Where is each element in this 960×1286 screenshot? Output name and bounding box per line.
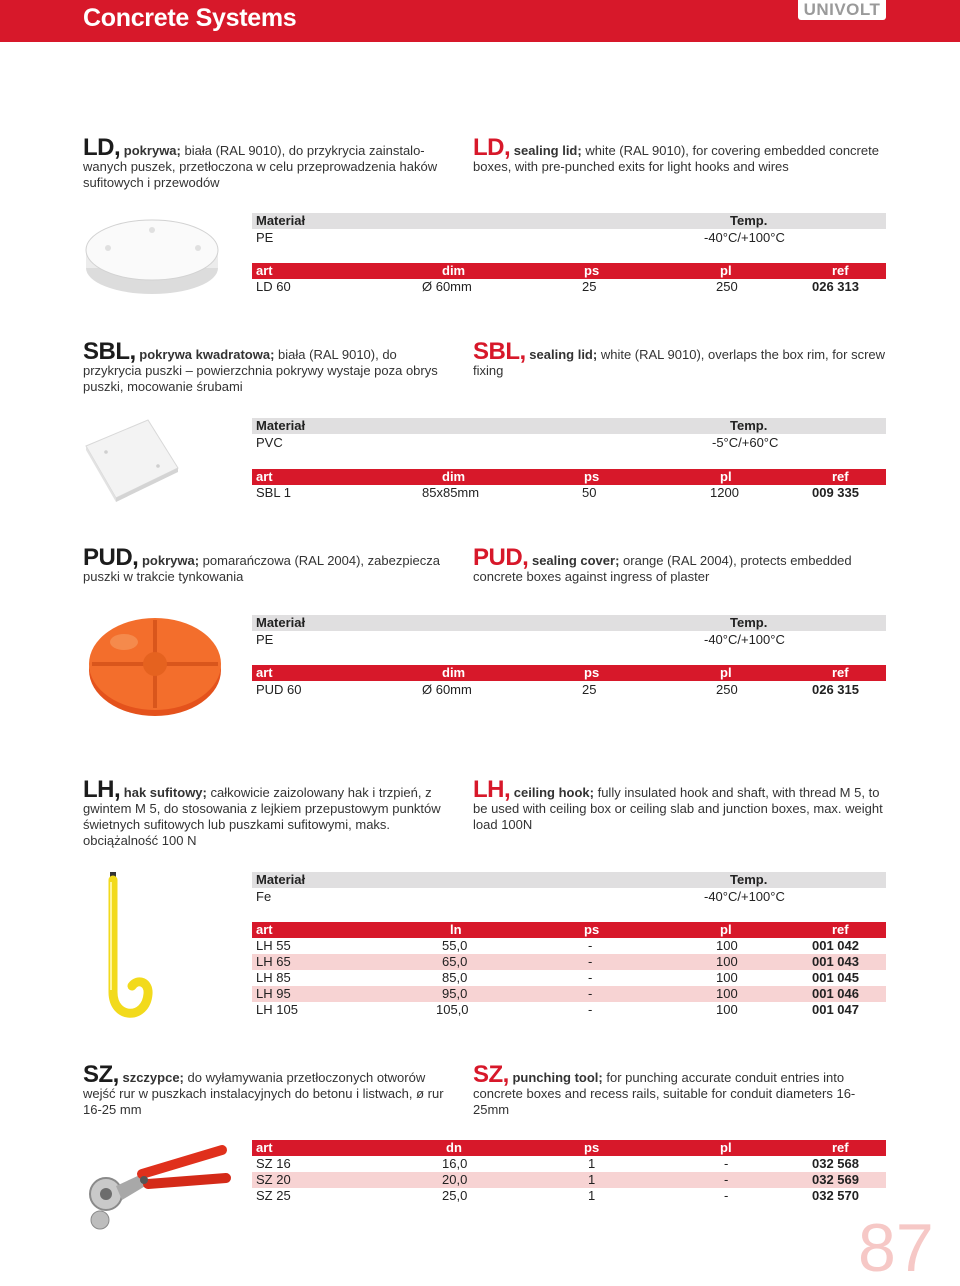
brand-logo [798, 0, 886, 20]
cell-art: LH 65 [256, 954, 291, 969]
col-ref: ref [832, 665, 849, 680]
cell-dn: 25,0 [442, 1188, 468, 1203]
col-art: art [256, 922, 273, 937]
product-code: SBL, [83, 338, 136, 365]
col-ps: ps [584, 922, 600, 937]
cell-pl: 100 [716, 986, 738, 1001]
cell-pl: 100 [716, 970, 738, 985]
cell-art: LH 85 [256, 970, 291, 985]
table-header [252, 1140, 886, 1156]
cell-ln: 55,0 [442, 938, 468, 953]
material-header: Materiał [256, 418, 306, 433]
material-row [252, 230, 886, 246]
desc-label: sealing lid; [529, 347, 598, 362]
cell-ps: 1 [588, 1156, 596, 1171]
product-code: SZ, [83, 1061, 119, 1088]
material-row [252, 435, 886, 451]
table-row [252, 970, 886, 986]
cell-ref: 032 568 [812, 1156, 859, 1171]
cell-art: LH 105 [256, 1002, 298, 1017]
material-header: Materiał [256, 872, 306, 887]
cell-pl: - [724, 1188, 729, 1203]
desc-text: pomarańczowa (RAL 2004), zabezpiecza puszki w trakcie tynkowania [83, 553, 440, 584]
material-value: PVC [256, 435, 283, 450]
col-ps: ps [584, 263, 600, 278]
col-ps: ps [584, 1140, 600, 1155]
desc-label: szczypce; [122, 1070, 184, 1085]
cell-ps: - [588, 986, 593, 1001]
cell-ref: 032 570 [812, 1188, 859, 1203]
cell-ln: 85,0 [442, 970, 468, 985]
cell-ref: 001 042 [812, 938, 859, 953]
desc-pl [83, 776, 455, 849]
table-header [252, 469, 886, 485]
cell-ln: 95,0 [442, 986, 468, 1001]
table-row [252, 954, 886, 970]
pud-cover-image [84, 608, 226, 720]
temp-value: -40°C/+100°C [704, 632, 785, 647]
desc-text: fully insulated hook and shaft, with thread M 5, to be used with ceiling box or ceiling slab and junction boxes, max. weight load 100N [473, 785, 883, 832]
col-ps: ps [584, 469, 600, 484]
cell-art: SZ 20 [256, 1172, 291, 1187]
col-dim: dim [442, 263, 466, 278]
cell-dim: Ø 60mm [422, 279, 472, 294]
table-row [252, 986, 886, 1002]
desc-pl [83, 338, 455, 395]
page-title: Concrete Systems [83, 4, 297, 32]
temp-value: -40°C/+100°C [704, 889, 785, 904]
cell-pl: 100 [716, 1002, 738, 1017]
col-ps: ps [584, 665, 600, 680]
desc-text: biała (RAL 9010), do przykrycia zainstalowanych puszek, przetłoczona w celu przeprowadzenia haków sufitowych i przewodów [83, 143, 438, 190]
temp-header: Temp. [730, 418, 768, 433]
col-art: art [256, 1140, 273, 1155]
material-bar [252, 213, 886, 229]
table-row [252, 1172, 886, 1188]
cell-ps: 1 [588, 1172, 596, 1187]
cell-ref: 001 046 [812, 986, 859, 1001]
desc-text: white (RAL 9010), overlaps the box rim, for screw fixing [473, 347, 886, 378]
cell-art: SBL 1 [256, 485, 291, 500]
desc-text: biała (RAL 9010), do przykrycia puszki – powierzchnia pokrywy wystaje poza obrys puszki, mocowanie śrubami [83, 347, 438, 394]
desc-en [473, 1061, 885, 1118]
product-code: LD, [473, 134, 511, 161]
col-pl: pl [720, 263, 732, 278]
product-code: PUD, [473, 544, 529, 571]
desc-text: do wyłamywania przetłoczonych otworów wejść rur w puszkach instalacyjnych do betonu i listwach, ø rur 16-25 mm [83, 1070, 444, 1117]
cell-dn: 16,0 [442, 1156, 468, 1171]
desc-label: sealing cover; [531, 553, 620, 568]
material-bar [252, 418, 886, 434]
temp-header: Temp. [730, 872, 768, 887]
cell-pl: 250 [716, 682, 738, 697]
product-code: LH, [473, 776, 511, 803]
cell-art: SZ 25 [256, 1188, 291, 1203]
desc-label: hak sufitowy; [123, 785, 207, 800]
col-dim: dim [442, 665, 466, 680]
desc-en [473, 544, 885, 585]
ld-lid-image [82, 210, 222, 300]
desc-label: pokrywa kwadratowa; [139, 347, 275, 362]
material-header: Materiał [256, 213, 306, 228]
cell-ref: 001 045 [812, 970, 859, 985]
cell-ref: 026 315 [812, 682, 859, 697]
cell-pl: 100 [716, 954, 738, 969]
cell-art: LD 60 [256, 279, 291, 294]
desc-pl [83, 1061, 455, 1118]
table-row [252, 485, 886, 501]
cell-art: LH 95 [256, 986, 291, 1001]
cell-art: SZ 16 [256, 1156, 291, 1171]
desc-en [473, 776, 888, 833]
table-row [252, 279, 886, 295]
table-row [252, 1156, 886, 1172]
col-ref: ref [832, 1140, 849, 1155]
col-pl: pl [720, 922, 732, 937]
sz-pliers-image [82, 1138, 232, 1238]
col-dn: dn [446, 1140, 462, 1155]
cell-ref: 001 047 [812, 1002, 859, 1017]
desc-text: white (RAL 9010), for covering embedded concrete boxes, with pre-punched exits for light hooks and wires [473, 143, 879, 174]
temp-header: Temp. [730, 213, 768, 228]
cell-dn: 20,0 [442, 1172, 468, 1187]
table-header [252, 263, 886, 279]
temp-header: Temp. [730, 615, 768, 630]
desc-pl [83, 544, 463, 585]
table-header [252, 922, 886, 938]
cell-ps: 25 [582, 279, 597, 294]
product-code: PUD, [83, 544, 139, 571]
product-code: LD, [83, 134, 121, 161]
desc-en [473, 338, 886, 379]
cell-ps: 25 [582, 682, 597, 697]
cell-pl: 100 [716, 938, 738, 953]
table-row [252, 938, 886, 954]
cell-ps: - [588, 938, 593, 953]
col-pl: pl [720, 469, 732, 484]
cell-pl: - [724, 1156, 729, 1171]
col-ln: ln [450, 922, 462, 937]
cell-ln: 105,0 [436, 1002, 469, 1017]
page-number: 87 [858, 1210, 934, 1286]
material-row [252, 632, 886, 648]
desc-label: pokrywa; [141, 553, 200, 568]
desc-en [473, 134, 885, 175]
col-pl: pl [720, 1140, 732, 1155]
sbl-lid-image [82, 412, 182, 504]
cell-ref: 026 313 [812, 279, 859, 294]
cell-art: PUD 60 [256, 682, 302, 697]
col-ref: ref [832, 263, 849, 278]
col-pl: pl [720, 665, 732, 680]
lh-hook-image [86, 870, 176, 1032]
desc-label: ceiling hook; [513, 785, 594, 800]
material-value: PE [256, 632, 274, 647]
page-header [0, 0, 960, 42]
cell-dim: Ø 60mm [422, 682, 472, 697]
col-dim: dim [442, 469, 466, 484]
desc-text: orange (RAL 2004), protects embedded concrete boxes against ingress of plaster [473, 553, 852, 584]
cell-ref: 001 043 [812, 954, 859, 969]
cell-ps: - [588, 954, 593, 969]
table-row [252, 1188, 886, 1204]
material-bar [252, 872, 886, 888]
material-bar [252, 615, 886, 631]
temp-value: -40°C/+100°C [704, 230, 785, 245]
table-row [252, 1002, 886, 1018]
cell-ps: - [588, 970, 593, 985]
col-ref: ref [832, 922, 849, 937]
cell-pl: - [724, 1172, 729, 1187]
brand-logo-text: UNIVOLT [803, 0, 881, 19]
material-header: Materiał [256, 615, 306, 630]
product-code: SBL, [473, 338, 526, 365]
cell-dim: 85x85mm [422, 485, 480, 500]
desc-text: for punching accurate conduit entries into concrete boxes and recess rails, suitable for conduit diameters 16-25mm [473, 1070, 856, 1117]
desc-label: pokrywa; [123, 143, 181, 158]
material-row [252, 889, 886, 905]
temp-value: -5°C/+60°C [712, 435, 779, 450]
table-row [252, 682, 886, 698]
product-code: LH, [83, 776, 121, 803]
table-header [252, 665, 886, 681]
cell-pl: 1200 [710, 485, 739, 500]
cell-ps: 50 [582, 485, 597, 500]
cell-ps: - [588, 1002, 593, 1017]
desc-pl [83, 134, 455, 191]
material-value: Fe [256, 889, 272, 904]
material-value: PE [256, 230, 274, 245]
cell-ln: 65,0 [442, 954, 468, 969]
col-art: art [256, 469, 273, 484]
col-ref: ref [832, 469, 849, 484]
desc-text: całkowicie zaizolowany hak i trzpień, z gwintem M 5, do stosowania z lejkiem przepustowym punktów świetnych sufitowych lub puszkami sufitowymi, maks. obciążalność 100 N [83, 785, 441, 848]
cell-ref: 032 569 [812, 1172, 859, 1187]
cell-ref: 009 335 [812, 485, 859, 500]
cell-pl: 250 [716, 279, 738, 294]
cell-art: LH 55 [256, 938, 291, 953]
col-art: art [256, 263, 273, 278]
desc-label: sealing lid; [513, 143, 582, 158]
cell-ps: 1 [588, 1188, 596, 1203]
product-code: SZ, [473, 1061, 509, 1088]
col-art: art [256, 665, 273, 680]
desc-label: punching tool; [512, 1070, 603, 1085]
